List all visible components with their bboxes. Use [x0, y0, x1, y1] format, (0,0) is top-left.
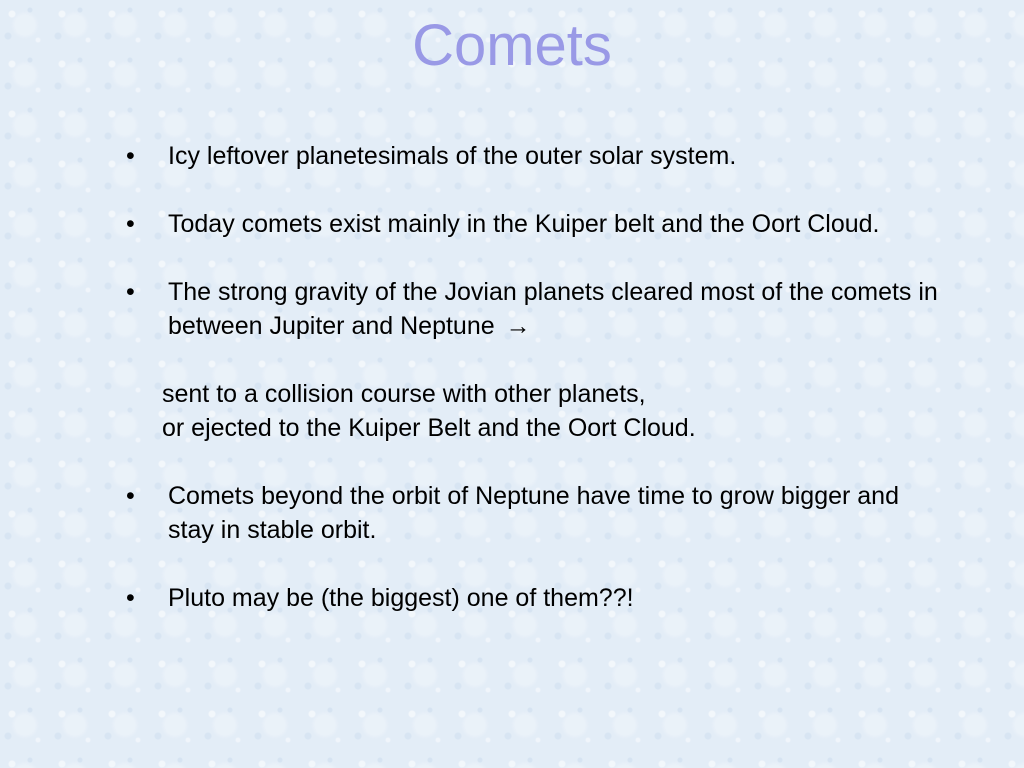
bullet-text: Icy leftover planetesimals of the outer solar system.	[168, 142, 737, 170]
bullet-dot: •	[126, 482, 135, 510]
bullet-text: Pluto may be (the biggest) one of them??!	[168, 584, 634, 612]
arrow-right-icon: →	[505, 312, 531, 340]
bullet-item	[120, 207, 940, 241]
bullet-text: Today comets exist mainly in the Kuiper belt and the Oort Cloud.	[168, 210, 880, 238]
slide-title: Comets	[412, 13, 612, 78]
bullet-dot: •	[126, 278, 135, 306]
slide-content	[120, 139, 940, 615]
bullet-dot: •	[126, 142, 135, 170]
note-line: sent to a collision course with other planets,	[162, 380, 646, 408]
bullet-text: The strong gravity of the Jovian planets cleared most of the comets in between Jupiter and Neptune	[168, 278, 938, 340]
bullet-dot: •	[126, 584, 135, 612]
bullet-item	[120, 581, 940, 615]
bullet-dot: •	[126, 210, 135, 238]
bullet-item	[120, 479, 908, 547]
bullet-item	[120, 275, 938, 343]
note-line: or ejected to the Kuiper Belt and the Oort Cloud.	[162, 414, 696, 442]
bullet-text: Comets beyond the orbit of Neptune have time to grow bigger and stay in stable orbit.	[168, 482, 899, 544]
bullet-item	[120, 139, 940, 173]
